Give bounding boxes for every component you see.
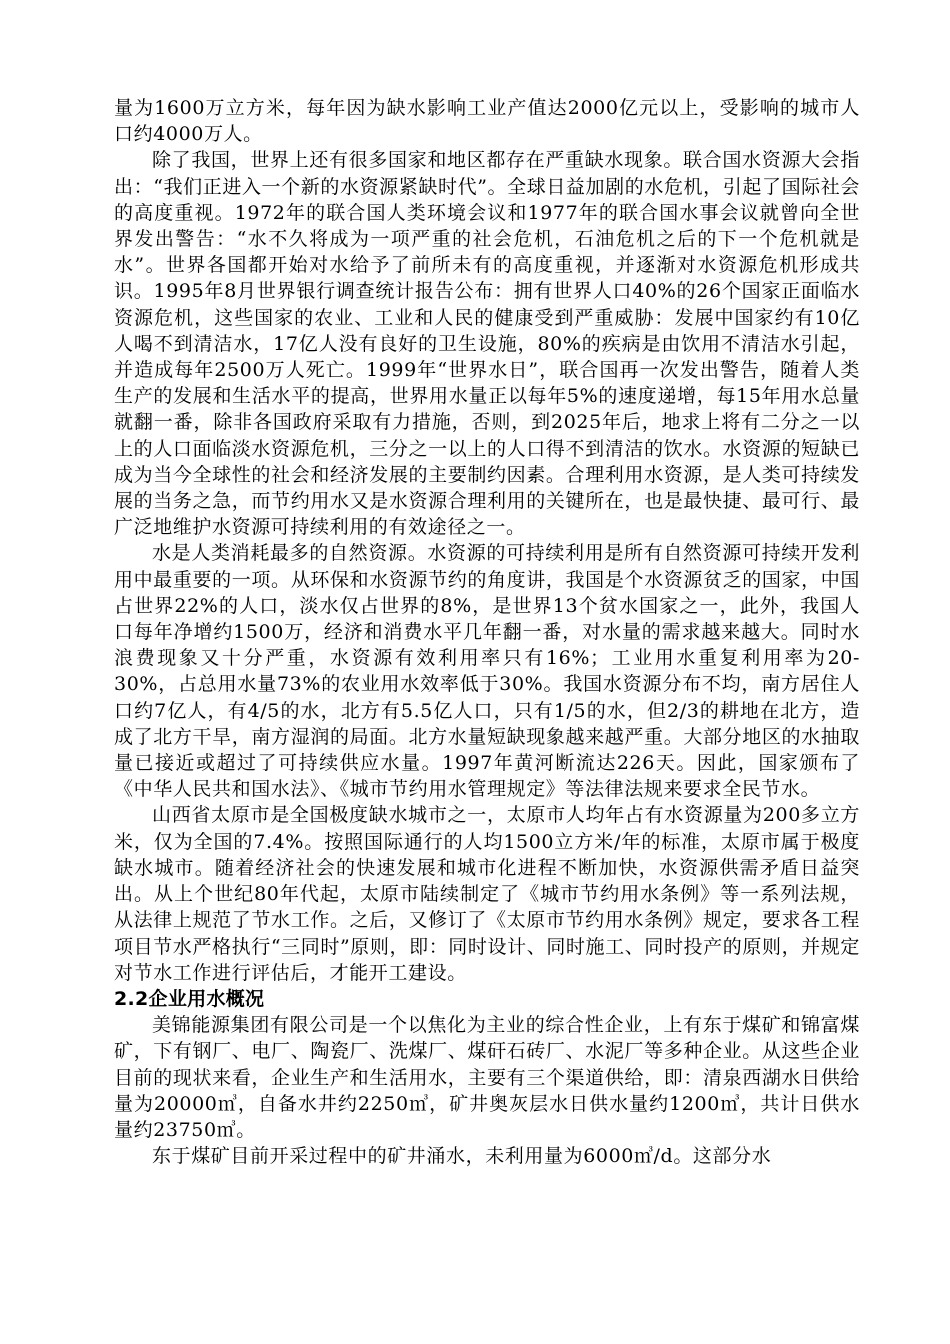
paragraph-enterprise-water-supply: 美锦能源集团有限公司是一个以焦化为主业的综合性企业，上有东于煤矿和锦富煤矿，下有钢厂、电厂、陶瓷厂、洗煤厂、煤矸石砖厂、水泥厂等多种企业。从这些企业目前的现状来看，企业生产和生活用水，主要有三个渠道供给，即：清泉西湖水日供给量为20000㎥，自备水井约2250㎥，矿井奥灰层水日供水量约1200㎥，共计日供水量约23750㎥。: [114, 1014, 860, 1141]
paragraph-continued: 量为1600万立方米，每年因为缺水影响工业产值达2000亿元以上，受影响的城市人口约4000万人。: [114, 97, 860, 146]
paragraph-taiyuan-water-shortage: 山西省太原市是全国极度缺水城市之一，太原市人均年占有水资源量为200多立方米，仅为全国的7.4%。按照国际通行的人均1500立方米/年的标准，太原市属于极度缺水城市。随着经济社会的快速发展和城市化进程不断加快，水资源供需矛盾日益突出。从上个世纪80年代起，太原市陆续制定了《城市节约用水条例》等一系列法规，从法律上规范了节水工作。之后，又修订了《太原市节约用水条例》规定，要求各工程项目节水严格执行“三同时”原则，即：同时设计、同时施工、同时投产的原则，并规定对节水工作进行评估后，才能开工建设。: [114, 804, 860, 984]
section-heading: 2.2企业用水概况: [114, 987, 265, 1010]
paragraph-china-water-resources: 水是人类消耗最多的自然资源。水资源的可持续利用是所有自然资源可持续开发利用中最重要的一项。从环保和水资源节约的角度讲，我国是个水资源贫乏的国家，中国占世界22%的人口，淡水仅占世界的8%，是世界13个贫水国家之一，此外，我国人口每年净增约1500万，经济和消费水平几年翻一番，对水量的需求越来越大。同时水浪费现象又十分严重，水资源有效利用率只有16%；工业用水重复利用率为20-30%，占总用水量73%的农业用水效率低于30%。我国水资源分布不均，南方居住人口约7亿人，有4/5的水，北方有5.5亿人口，只有1/5的水，但2/3的耕地在北方，造成了北方干旱，南方湿润的局面。北方水量短缺现象越来越严重。大部分地区的水抽取量已接近或超过了可持续供应水量。1997年黄河断流达226天。因此，国家颁布了《中华人民共和国水法》、《城市节约用水管理规定》等法律法规来要求全民节水。: [114, 542, 860, 801]
paragraph-mine-water: 东于煤矿目前开采过程中的矿井涌水，未利用量为6000㎥/d。这部分水: [152, 1145, 772, 1168]
document-page: [114, 95, 860, 1169]
paragraph-global-water-crisis: 除了我国，世界上还有很多国家和地区都存在严重缺水现象。联合国水资源大会指出：“我们正进入一个新的水资源紧缺时代”。全球日益加剧的水危机，引起了国际社会的高度重视。1972年的联合国人类环境会议和1977年的联合国水事会议就曾向全世界发出警告：“水不久将成为一项严重的社会危机，石油危机之后的下一个危机就是水”。世界各国都开始对水给予了前所未有的高度重视，并逐渐对水资源危机形成共识。1995年8月世界银行调查统计报告公布：拥有世界人口40%的26个国家正面临水资源危机，这些国家的农业、工业和人民的健康受到严重威胁：发展中国家约有10亿人喝不到清洁水，17亿人没有良好的卫生设施，80%的疾病是由饮用不清洁水引起，并造成每年2500万人死亡。1999年“世界水日”，联合国再一次发出警告，随着人类生产的发展和生活水平的提高，世界用水量正以每年5%的速度递增，每15年用水总量就翻一番，除非各国政府采取有力措施，否则，到2025年后，地求上将有二分之一以上的人口面临淡水资源危机，三分之一以上的人口得不到清洁的饮水。水资源的短缺已成为当今全球性的社会和经济发展的主要制约因素。合理利用水资源，是人类可持续发展的当务之急，而节约用水又是水资源合理利用的关键所在，也是最快捷、最可行、最广泛地维护水资源可持续利用的有效途径之一。: [114, 149, 860, 539]
